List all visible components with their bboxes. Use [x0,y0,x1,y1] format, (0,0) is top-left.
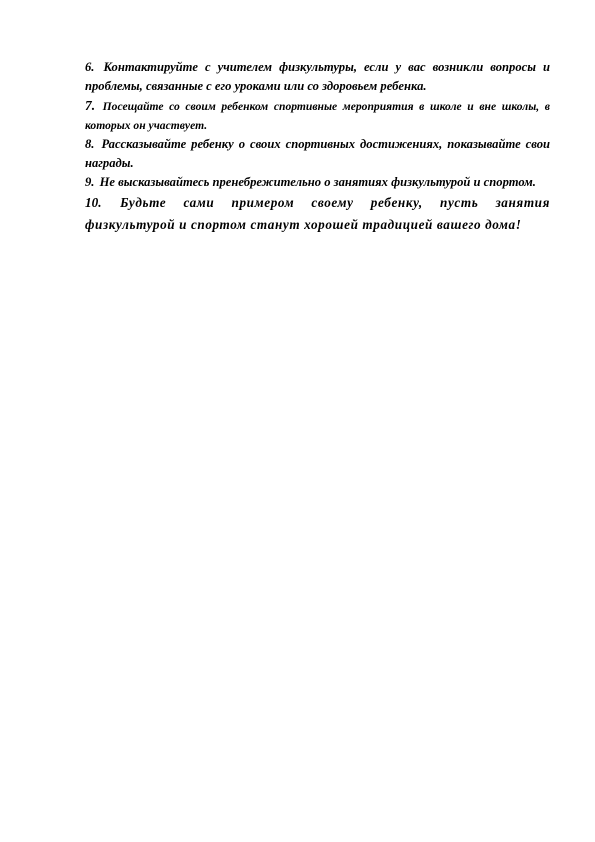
item-number: 9. [85,175,95,189]
item-text: Будьте сами примером своему ребенку, пусть занятия физкультурой и спортом станут хорошей традицией вашего дома! [85,195,551,232]
list-item [85,96,550,135]
item-text: Рассказывайте ребенку о своих спортивных достижениях, показывайте свои награды. [85,137,551,170]
item-number: 8. [85,137,95,151]
item-text: Посещайте со своим ребенком спортивные мероприятия в школе и вне школы, в которых он участвует. [85,100,550,132]
list-item [85,58,550,96]
list-item [85,135,550,173]
list-item [85,173,550,192]
item-number: 6. [85,60,95,74]
item-number: 7. [85,98,96,113]
recommendations-list [85,58,550,236]
item-number: 10. [85,195,102,210]
item-text: Контактируйте с учителем физкультуры, если у вас возникли вопросы и проблемы, связанные с его уроками или со здоровьем ребенка. [85,60,550,93]
item-text: Не высказывайтесь пренебрежительно о занятиях физкультурой и спортом. [99,175,536,189]
list-item [85,192,550,236]
